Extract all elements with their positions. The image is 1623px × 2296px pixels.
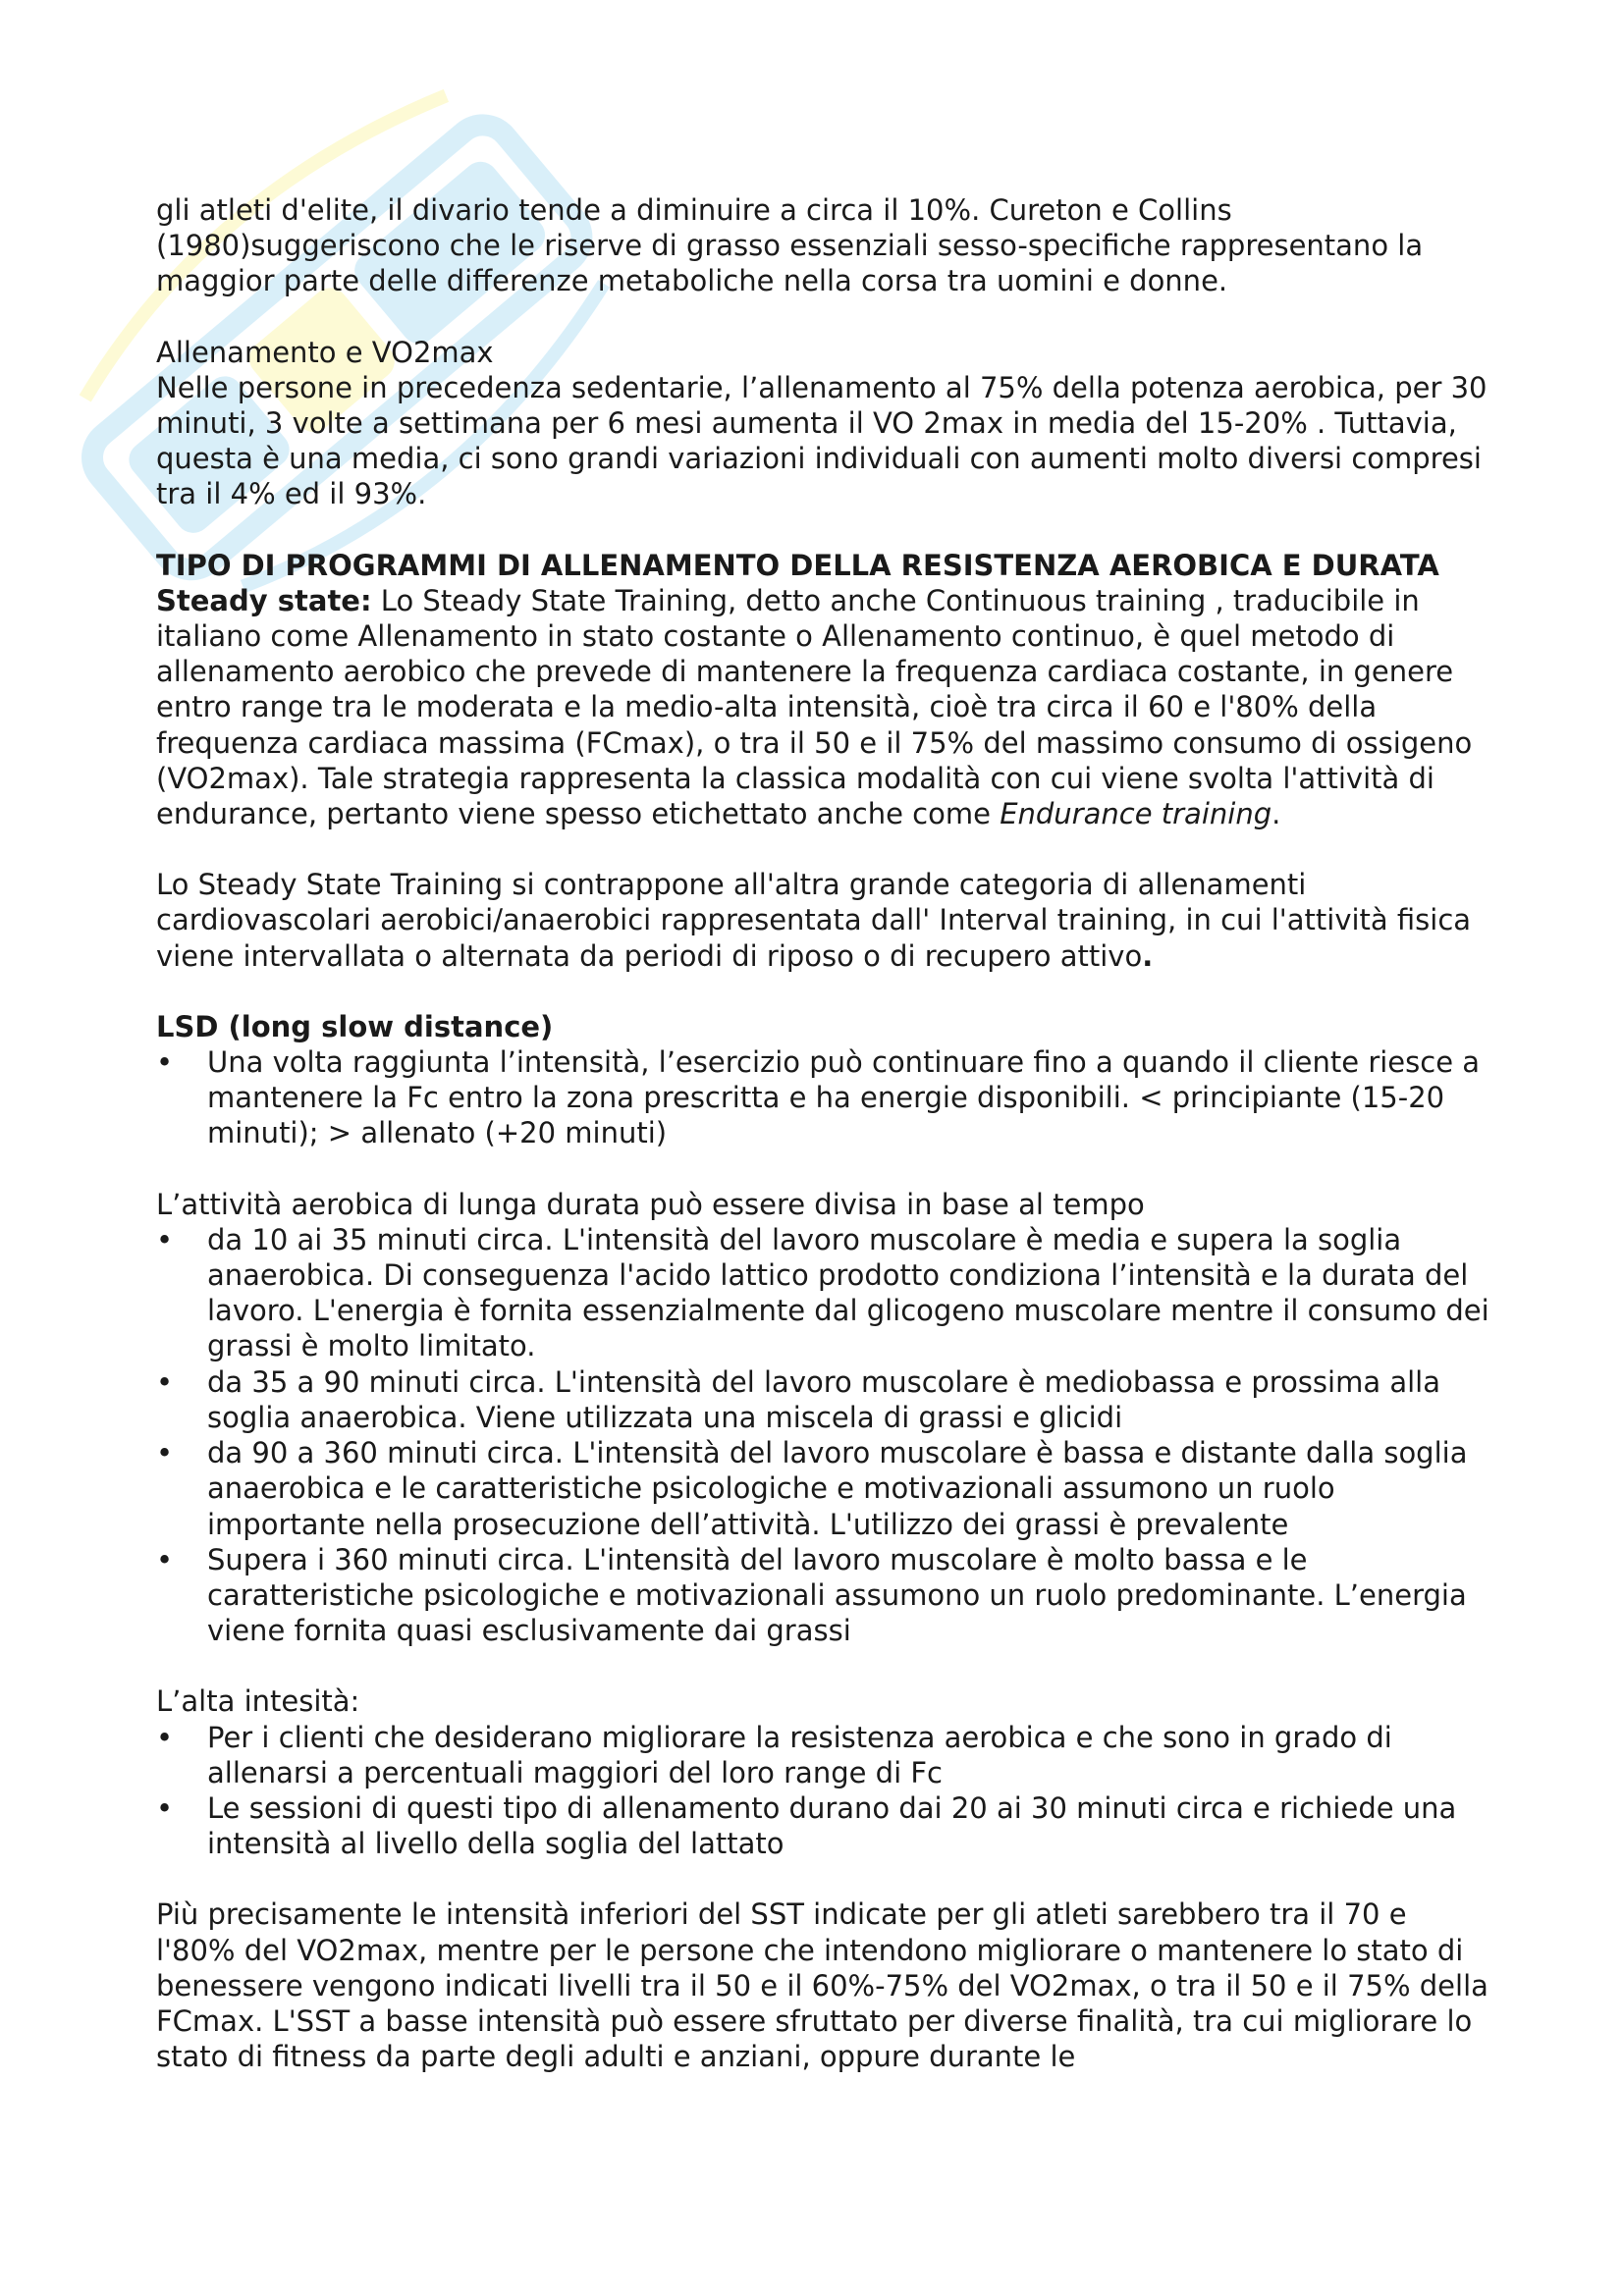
- high-intensity-list: [156, 1720, 1491, 1862]
- interval-contrast-paragraph: [156, 867, 1491, 974]
- duration-intro: L’attività aerobica di lunga durata può essere divisa in base al tempo: [156, 1187, 1145, 1221]
- steady-state-end: .: [1271, 797, 1281, 831]
- list-item: • Le sessioni di questi tipo di allenamento durano dai 20 ai 30 minuti circa e richiede una intensità al livello della soglia del lattato: [156, 1790, 1491, 1861]
- list-item: • da 35 a 90 minuti circa. L'intensità del lavoro muscolare è mediobassa e prossima alla soglia anaerobica. Viene utilizzata una miscela di grassi e glicidi: [156, 1364, 1491, 1435]
- intro-paragraph: gli atleti d'elite, il divario tende a diminuire a circa il 10%. Cureton e Collins (1980)suggeriscono che le riserve di grasso essenziali sesso-specifiche rappresentano la maggior parte delle differenze metaboliche nella corsa tra uomini e donne.: [156, 193, 1424, 298]
- list-item: • da 90 a 360 minuti circa. L'intensità del lavoro muscolare è bassa e distante dalla soglia anaerobica e le caratteristiche psicologiche e motivazionali assumono un ruolo importante nella prosecuzione dell’attività. L'utilizzo dei grassi è prevalente: [156, 1435, 1491, 1542]
- closing-paragraph: Più precisamente le intensità inferiori del SST indicate per gli atleti sarebbero tra il 70 e l'80% del VO2max, mentre per le persone che intendono migliorare o mantenere lo stato di benessere vengono indicati livelli tra il 50 e il 60%-75% del VO2max, o tra il 50 e il 75% della FCmax. L'SST a basse intensità può essere sfruttato per diverse finalità, tra cui migliorare lo stato di fitness da parte degli adulti e anziani, oppure durante le: [156, 1897, 1488, 2074]
- lsd-list: [156, 1044, 1491, 1151]
- interval-contrast-text: Lo Steady State Training si contrappone all'altra grande categoria di allenamenti cardiovascolari aerobici/anaerobici rappresentata dall' Interval training, in cui l'attività fisica viene intervallata o alternata da periodi di riposo o di recupero attivo: [156, 868, 1472, 973]
- list-item: • da 10 ai 35 minuti circa. L'intensità del lavoro muscolare è media e supera la soglia anaerobica. Di conseguenza l'acido lattico prodotto condiziona l’intensità e la durata del lavoro. L'energia è fornita essenzialmente dal glicogeno muscolare mentre il consumo dei grassi è molto limitato.: [156, 1222, 1491, 1364]
- steady-state-label: Steady state:: [156, 583, 372, 617]
- lsd-heading: LSD (long slow distance): [156, 1009, 554, 1043]
- vo2max-paragraph: Nelle persone in precedenza sedentarie, l’allenamento al 75% della potenza aerobica, per 30 minuti, 3 volte a settimana per 6 mesi aumenta il VO 2max in media del 15-20% . Tuttavia, questa è una media, ci sono grandi variazioni individuali con aumenti molto diversi compresi tra il 4% ed il 93%.: [156, 370, 1488, 511]
- document-page: [156, 192, 1491, 2074]
- interval-contrast-end: .: [1142, 938, 1154, 973]
- vo2max-title: Allenamento e VO2max: [156, 335, 494, 369]
- list-item: • Per i clienti che desiderano migliorare la resistenza aerobica e che sono in grado di allenarsi a percentuali maggiori del loro range di Fc: [156, 1720, 1491, 1790]
- programs-heading: TIPO DI PROGRAMMI DI ALLENAMENTO DELLA RESISTENZA AEROBICA E DURATA: [156, 548, 1439, 582]
- endurance-training-term: Endurance training: [1000, 797, 1272, 831]
- list-item: • Una volta raggiunta l’intensità, l’esercizio può continuare fino a quando il cliente riesce a mantenere la Fc entro la zona prescritta e ha energie disponibili. < principiante (15-20 minuti); > allenato (+20 minuti): [156, 1044, 1491, 1151]
- duration-list: [156, 1222, 1491, 1648]
- steady-state-paragraph: [156, 583, 1491, 831]
- steady-state-text: Lo Steady State Training, detto anche Continuous training , traducibile in italiano come Allenamento in stato costante o Allenamento continuo, è quel metodo di allenamento aerobico che prevede di mantenere la frequenza cardiaca costante, in genere entro range tra le moderata e la medio-alta intensità, cioè tra circa il 60 e l'80% della frequenza cardiaca massima (FCmax), o tra il 50 e il 75% del massimo consumo di ossigeno (VO2max). Tale strategia rappresenta la classica modalità con cui viene svolta l'attività di endurance, pertanto viene spesso etichettato anche come: [156, 583, 1473, 831]
- high-intensity-intro: L’alta intesità:: [156, 1684, 360, 1719]
- list-item: • Supera i 360 minuti circa. L'intensità del lavoro muscolare è molto bassa e le caratteristiche psicologiche e motivazionali assumono un ruolo predominante. L’energia viene fornita quasi esclusivamente dai grassi: [156, 1542, 1491, 1649]
